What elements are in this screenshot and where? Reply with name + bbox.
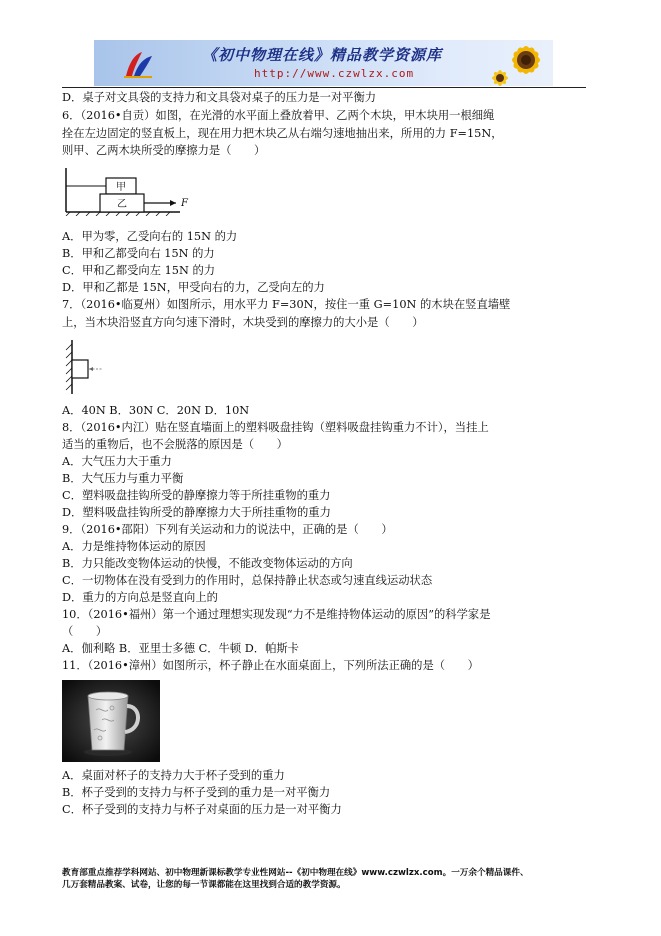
q7-options: A．40N B．30N C．20N D．10N bbox=[62, 404, 250, 417]
q8-option-b: B．大气压力与重力平衡 bbox=[62, 472, 184, 485]
q11-stem: 11．（2016•漳州）如图所示，杯子静止在水面桌面上，下列所法正确的是（ ） bbox=[62, 659, 479, 672]
wall-hatch bbox=[66, 344, 72, 390]
q7-stem-line1: 7．（2016•临夏州）如图所示，用水平力 F=30N，按住一重 G=10N 的木块在竖直墙壁 bbox=[62, 298, 511, 311]
q9-option-c: C．一切物体在没有受到力的作用时，总保持静止状态或匀速直线运动状态 bbox=[62, 574, 433, 587]
q9-option-b: B．力只能改变物体运动的快慢，不能改变物体运动的方向 bbox=[62, 557, 353, 570]
q10-options: A．伽利略 B．亚里士多德 C．牛顿 D．帕斯卡 bbox=[62, 642, 299, 655]
q11-option-c: C．杯子受到的支持力与杯子对桌面的压力是一对平衡力 bbox=[62, 803, 342, 816]
force-arrowhead bbox=[170, 200, 176, 206]
wooden-block bbox=[72, 360, 88, 378]
q8-option-d: D．塑料吸盘挂钩所受的静摩擦力大于所挂重物的重力 bbox=[62, 506, 331, 519]
q6-option-b: B．甲和乙都受向右 15N 的力 bbox=[62, 247, 215, 260]
block-yi-label: 乙 bbox=[117, 199, 127, 210]
sunflower-icon bbox=[492, 40, 553, 86]
cup-rim bbox=[88, 692, 128, 700]
q10-stem-line1: 10．（2016•福州）第一个通过理想实现发现“力不是维持物体运动的原因”的科学家是 bbox=[62, 608, 491, 621]
q8-option-c: C．塑料吸盘挂钩所受的静摩擦力等于所挂重物的重力 bbox=[62, 489, 331, 502]
figure-q11-cup-photo bbox=[62, 680, 160, 762]
push-force-arrowhead bbox=[89, 367, 93, 371]
force-label: F bbox=[181, 198, 188, 209]
q11-option-b: B．杯子受到的支持力与杯子受到的重力是一对平衡力 bbox=[62, 786, 331, 799]
banner-url[interactable]: http://www.czwlzx.com bbox=[254, 67, 415, 80]
q8-option-a: A．大气压力大于重力 bbox=[62, 455, 172, 468]
q6-stem-line3: 则甲、乙两木块所受的摩擦力是（ ） bbox=[62, 144, 266, 157]
q9-option-d: D．重力的方向总是竖直向上的 bbox=[62, 591, 218, 604]
header-rule bbox=[62, 87, 586, 88]
q10-stem-line2: （ ） bbox=[62, 625, 108, 638]
header-banner bbox=[94, 40, 553, 86]
q8-stem-line1: 8．（2016•内江）贴在竖直墙面上的塑料吸盘挂钩（塑料吸盘挂钩重力不计），当挂上 bbox=[62, 421, 489, 434]
q7-stem-line2: 上，当木块沿竖直方向匀速下滑时，木块受到的摩擦力的大小是（ ） bbox=[62, 316, 424, 329]
cup-body bbox=[88, 696, 128, 750]
banner-title: 《初中物理在线》精品教学资源库 bbox=[202, 46, 443, 64]
block-jia-label: 甲 bbox=[116, 182, 126, 193]
figure-q7-wall-block bbox=[62, 336, 122, 398]
q9-stem: 9．（2016•邵阳）下列有关运动和力的说法中，正确的是（ ） bbox=[62, 523, 393, 536]
footer-line-1: 教育部重点推荐学科网站、初中物理新课标教学专业性网站--《初中物理在线》www.czwlzx.com。一万余个精品课件、 bbox=[62, 868, 529, 878]
logo-icon bbox=[120, 46, 156, 82]
q6-stem-line2: 拴在左边固定的竖直板上，现在用力把木块乙从右端匀速地抽出来，所用的力 F=15N， bbox=[62, 127, 503, 140]
q6-stem-line1: 6．（2016•自贡）如图，在光滑的水平面上叠放着甲、乙两个木块，甲木块用一根细绳 bbox=[62, 109, 495, 122]
q9-option-a: A．力是维持物体运动的原因 bbox=[62, 540, 206, 553]
q6-option-d: D．甲和乙都是 15N，甲受向右的力，乙受向左的力 bbox=[62, 281, 325, 294]
q11-option-a: A．桌面对杯子的支持力大于杯子受到的重力 bbox=[62, 769, 285, 782]
q8-stem-line2: 适当的重物后，也不会脱落的原因是（ ） bbox=[62, 438, 288, 451]
page-footer bbox=[62, 867, 598, 891]
footer-line-2: 几万套精品教案、试卷，让您的每一节课都能在这里找到合适的教学资源。 bbox=[62, 880, 346, 890]
q5-option-d: D．桌子对文具袋的支持力和文具袋对桌子的压力是一对平衡力 bbox=[62, 91, 377, 104]
q6-option-c: C．甲和乙都受向左 15N 的力 bbox=[62, 264, 216, 277]
q6-option-a: A．甲为零，乙受向右的 15N 的力 bbox=[62, 230, 238, 243]
figure-q6-blocks bbox=[62, 164, 192, 216]
